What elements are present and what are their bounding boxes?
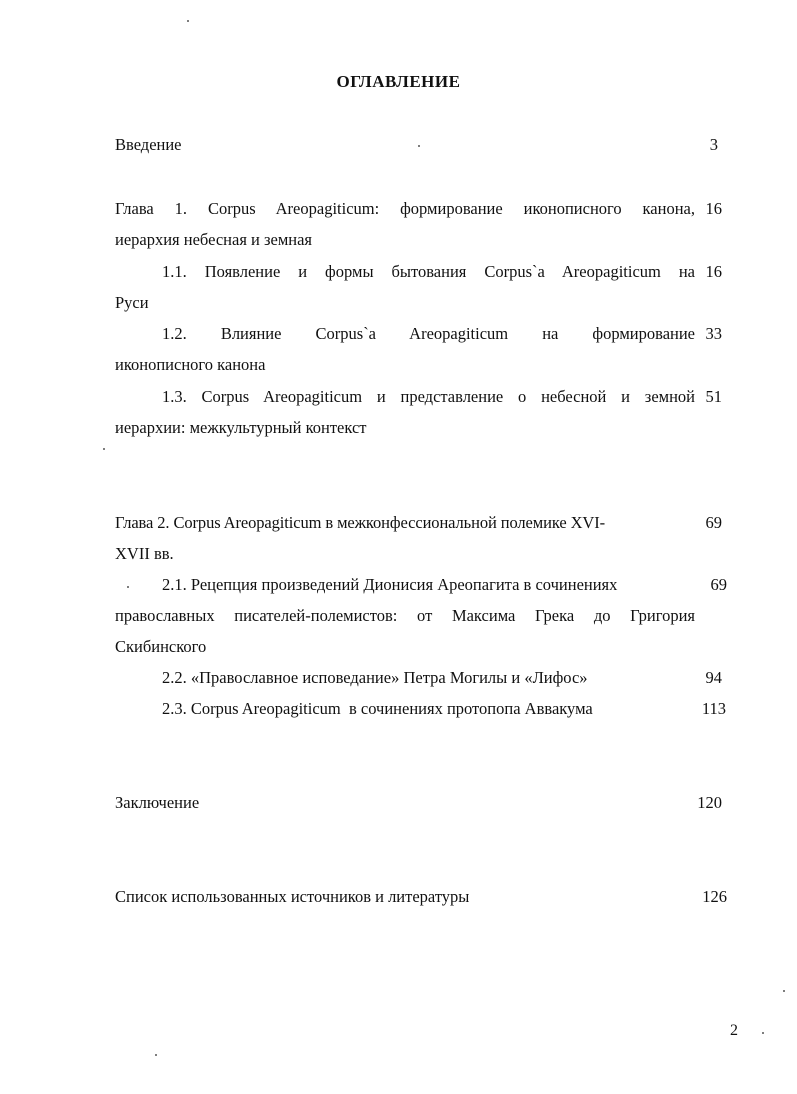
toc-page-chapter-1: 16 — [705, 199, 722, 218]
toc-page-2-1: 69 — [710, 575, 727, 594]
scan-speck — [783, 990, 785, 992]
scan-speck — [187, 20, 189, 22]
toc-page-1-2: 33 — [705, 324, 722, 343]
scan-speck — [762, 1032, 764, 1034]
scan-speck — [103, 448, 105, 450]
toc-page-2-3: 113 — [701, 699, 726, 718]
toc-page-1-3: 51 — [705, 387, 722, 406]
toc-entry-intro: Введение — [115, 135, 182, 154]
toc-entry-1-2-line-2: иконописного канона — [115, 355, 266, 374]
toc-entry-bibliography: Список использованных источников и литературы — [115, 887, 470, 906]
page-title: ОГЛАВЛЕНИЕ — [336, 72, 461, 91]
toc-page-2-2: 94 — [705, 668, 722, 687]
toc-entry-chapter-1-line-1: Глава 1. Corpus Areopagiticum: формирование иконописного канона, — [115, 199, 695, 218]
toc-entry-2-1-line-3: Скибинского — [115, 637, 207, 656]
scan-speck — [155, 1054, 157, 1056]
toc-page-conclusion: 120 — [697, 793, 722, 812]
toc-entry-conclusion: Заключение — [115, 793, 200, 812]
toc-entry-chapter-2-line-1: Глава 2. Corpus Areopagiticum в межконфессиональной полемике XVI- — [115, 513, 606, 532]
toc-page-chapter-2: 69 — [705, 513, 722, 532]
toc-page-bibliography: 126 — [702, 887, 727, 906]
toc-entry-2-1-line-2: православных писателей-полемистов: от Максима Грека до Григория — [115, 606, 695, 625]
page-number: 2 — [730, 1022, 738, 1039]
toc-entry-1-2-line-1: 1.2. Влияние Corpus`a Areopagiticum на формирование — [162, 324, 695, 343]
toc-entry-1-3-line-2: иерархии: межкультурный контекст — [115, 418, 367, 437]
scan-speck — [418, 145, 420, 147]
toc-page-intro: 3 — [709, 135, 718, 154]
toc-page-1-1: 16 — [705, 262, 722, 281]
toc-entry-1-3-line-1: 1.3. Corpus Areopagiticum и представление о небесной и земной — [162, 387, 695, 406]
toc-entry-2-2: 2.2. «Православное исповедание» Петра Могилы и «Лифос» — [162, 668, 588, 687]
toc-entry-1-1-line-1: 1.1. Появление и формы бытования Corpus`a Areopagiticum на — [162, 262, 695, 281]
toc-entry-chapter-1-line-2: иерархия небесная и земная — [115, 230, 313, 249]
toc-entry-2-1-line-1: 2.1. Рецепция произведений Дионисия Ареопагита в сочинениях — [162, 575, 618, 594]
toc-entry-chapter-2-line-2: XVII вв. — [115, 544, 174, 563]
toc-entry-1-1-line-2: Руси — [115, 293, 149, 312]
toc-entry-2-3: 2.3. Corpus Areopagiticum в сочинениях протопопа Аввакума — [162, 699, 593, 718]
scan-speck — [127, 586, 129, 588]
